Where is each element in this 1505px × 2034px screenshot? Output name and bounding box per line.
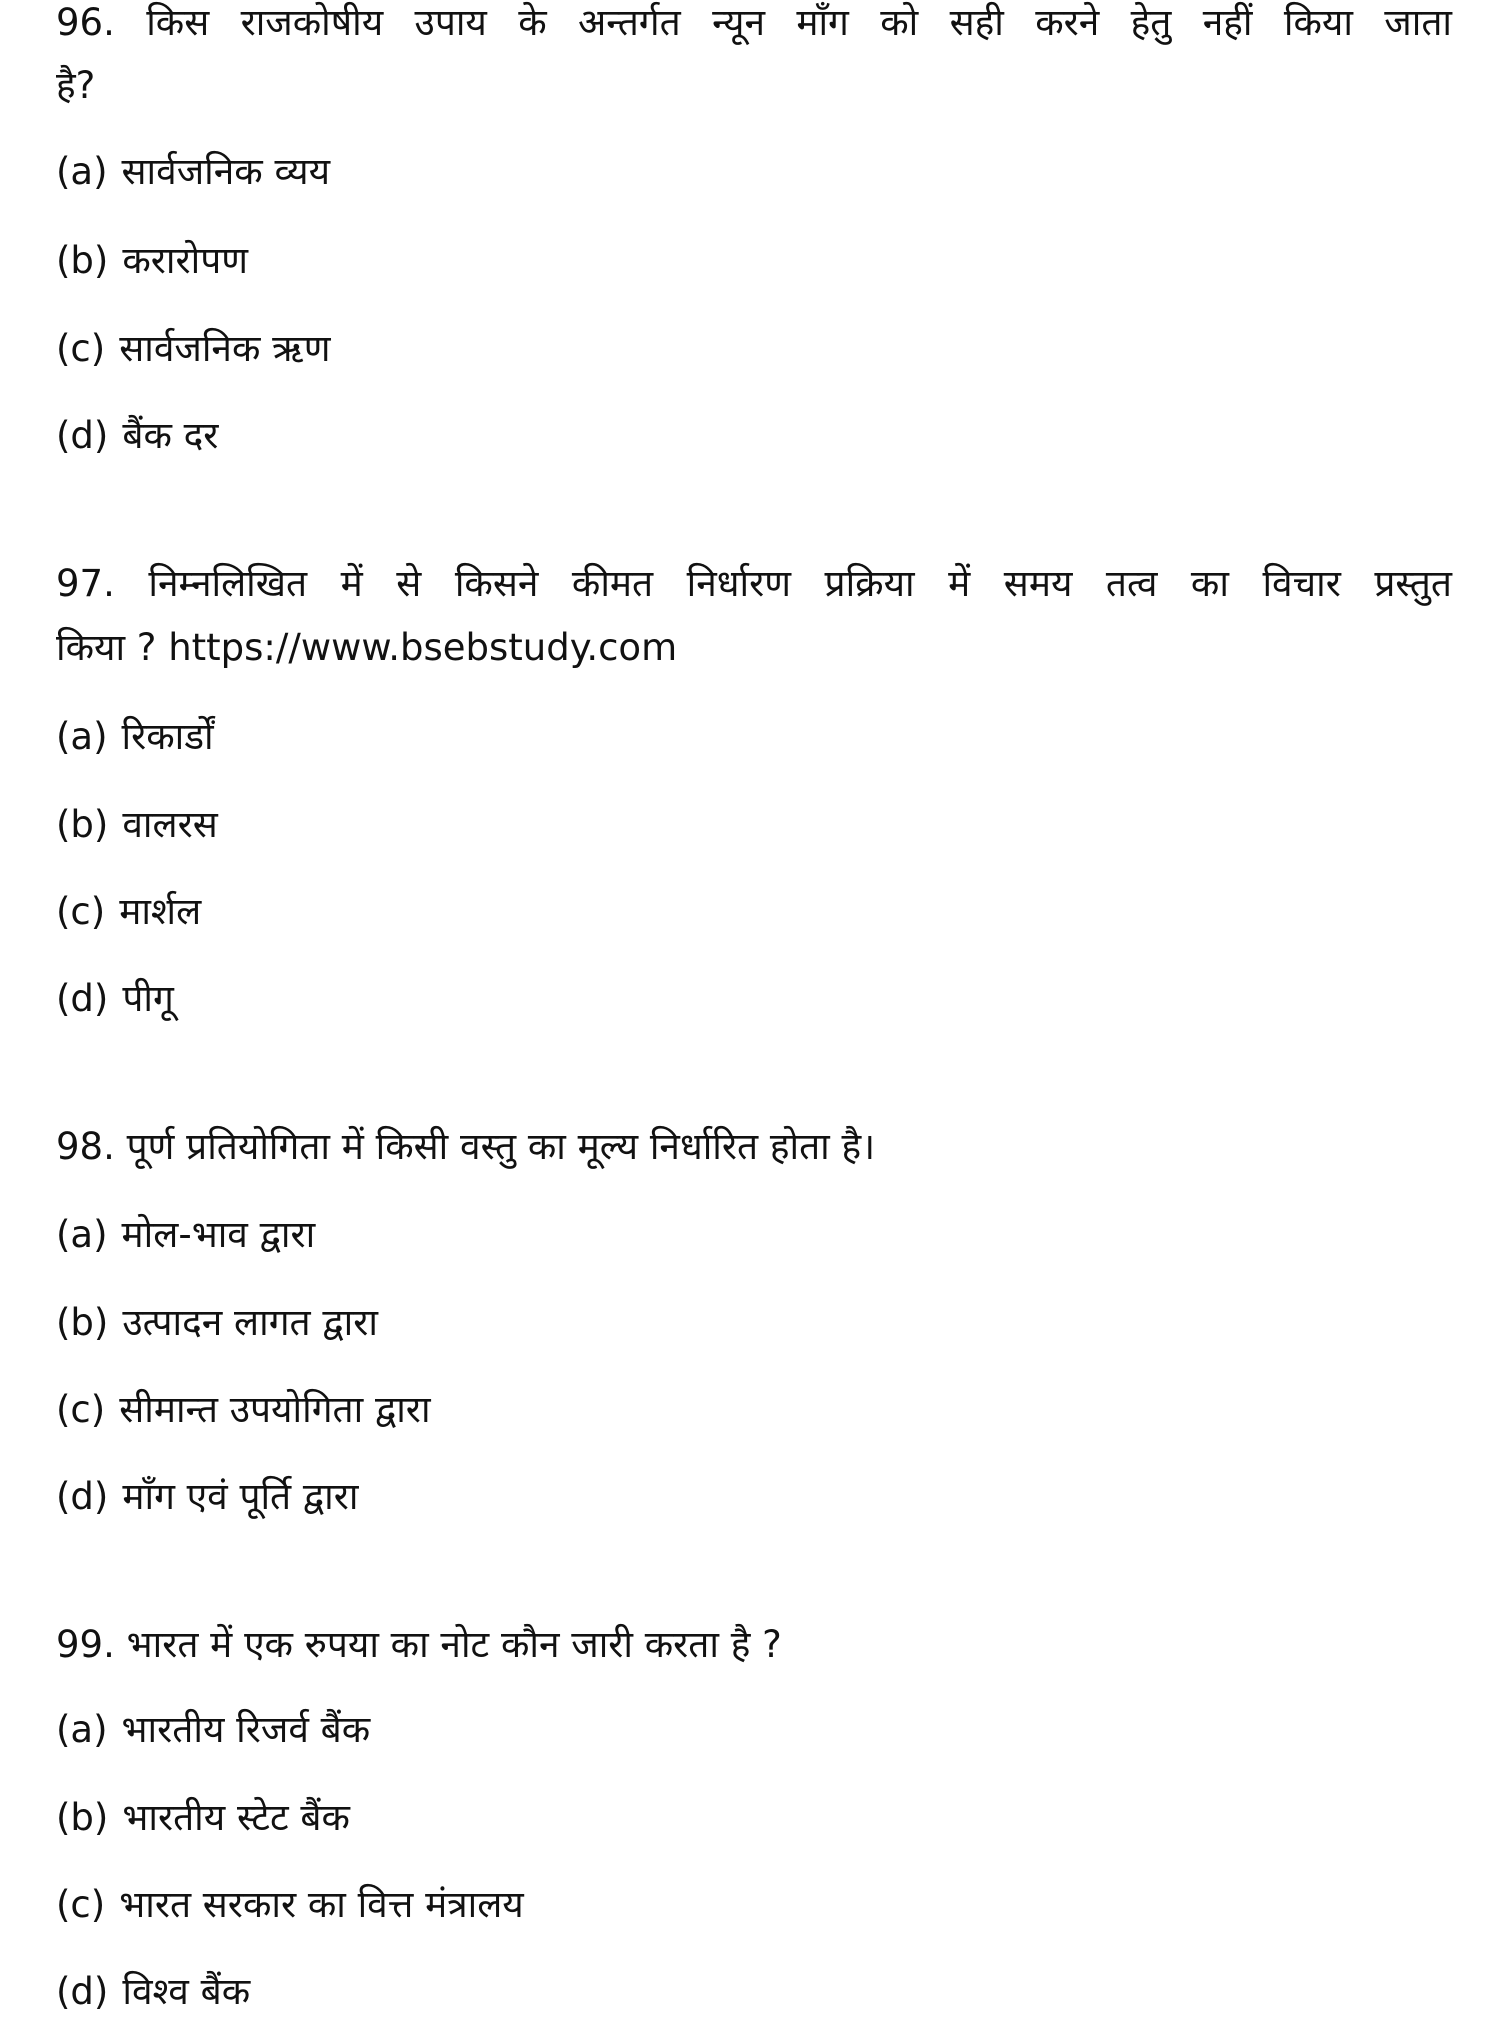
option-label: (c) <box>56 1388 106 1431</box>
option-label: (c) <box>56 890 106 933</box>
option-99-b <box>56 1792 350 1844</box>
option-label: (b) <box>56 239 109 282</box>
question-98-text <box>56 1121 875 1173</box>
option-label: (d) <box>56 977 109 1020</box>
option-label: (a) <box>56 1213 108 1256</box>
option-text: भारतीय स्टेट बैंक <box>122 1796 350 1839</box>
option-98-b <box>56 1297 378 1349</box>
option-96-d <box>56 410 218 462</box>
question-96-text <box>56 0 1452 49</box>
question-text: पूर्ण प्रतियोगिता में किसी वस्तु का मूल्य निर्धारित होता है। <box>126 1125 876 1168</box>
question-97-text-cont: किया ? https://www.bsebstudy.com <box>56 626 678 669</box>
question-99-text <box>56 1619 782 1671</box>
option-text: पीगू <box>122 977 174 1020</box>
option-text: भारतीय रिजर्व बैंक <box>121 1708 371 1751</box>
option-text: रिकार्डों <box>121 715 214 758</box>
question-number: 99. <box>56 1623 115 1666</box>
option-label: (b) <box>56 1796 109 1839</box>
option-99-a <box>56 1704 370 1756</box>
option-text: करारोपण <box>122 239 248 282</box>
option-97-b <box>56 799 218 851</box>
option-label: (d) <box>56 414 109 457</box>
option-text: सार्वजनिक ऋण <box>119 327 331 370</box>
option-text: विश्व बैंक <box>122 1970 251 2013</box>
option-text: वालरस <box>122 803 218 846</box>
option-label: (d) <box>56 1970 109 2013</box>
option-text: सार्वजनिक व्यय <box>121 150 331 193</box>
option-label: (b) <box>56 1301 109 1344</box>
option-text: भारत सरकार का वित्त मंत्रालय <box>119 1883 524 1926</box>
question-text: निम्नलिखित में से किसने कीमत निर्धारण प्रक्रिया में समय तत्व का विचार प्रस्तुत <box>148 562 1452 605</box>
option-98-d <box>56 1471 358 1523</box>
question-number: 97. <box>56 562 115 605</box>
option-97-d <box>56 973 174 1025</box>
question-97-text <box>56 558 1452 610</box>
option-label: (d) <box>56 1475 109 1518</box>
option-97-a <box>56 711 214 763</box>
option-96-c <box>56 323 330 375</box>
option-text: सीमान्त उपयोगिता द्वारा <box>119 1388 431 1431</box>
option-text: उत्पादन लागत द्वारा <box>122 1301 378 1344</box>
question-text: भारत में एक रुपया का नोट कौन जारी करता है ? <box>126 1623 782 1666</box>
option-97-c <box>56 886 201 938</box>
option-99-c <box>56 1879 524 1931</box>
option-96-a <box>56 146 330 198</box>
question-96-text-cont: है? <box>56 64 96 107</box>
question-number: 96. <box>56 1 115 44</box>
option-text: माँग एवं पूर्ति द्वारा <box>122 1475 359 1518</box>
option-text: बैंक दर <box>122 414 219 457</box>
option-99-d <box>56 1966 250 2018</box>
option-label: (a) <box>56 715 108 758</box>
option-98-a <box>56 1209 315 1261</box>
option-98-c <box>56 1384 431 1436</box>
option-text: मार्शल <box>119 890 202 933</box>
question-number: 98. <box>56 1125 115 1168</box>
option-96-b <box>56 235 248 287</box>
option-label: (a) <box>56 1708 108 1751</box>
option-text: मोल-भाव द्वारा <box>121 1213 316 1256</box>
option-label: (a) <box>56 150 108 193</box>
option-label: (b) <box>56 803 109 846</box>
question-text: किस राजकोषीय उपाय के अन्तर्गत न्यून माँग को सही करने हेतु नहीं किया जाता <box>146 1 1452 44</box>
option-label: (c) <box>56 327 106 370</box>
option-label: (c) <box>56 1883 106 1926</box>
